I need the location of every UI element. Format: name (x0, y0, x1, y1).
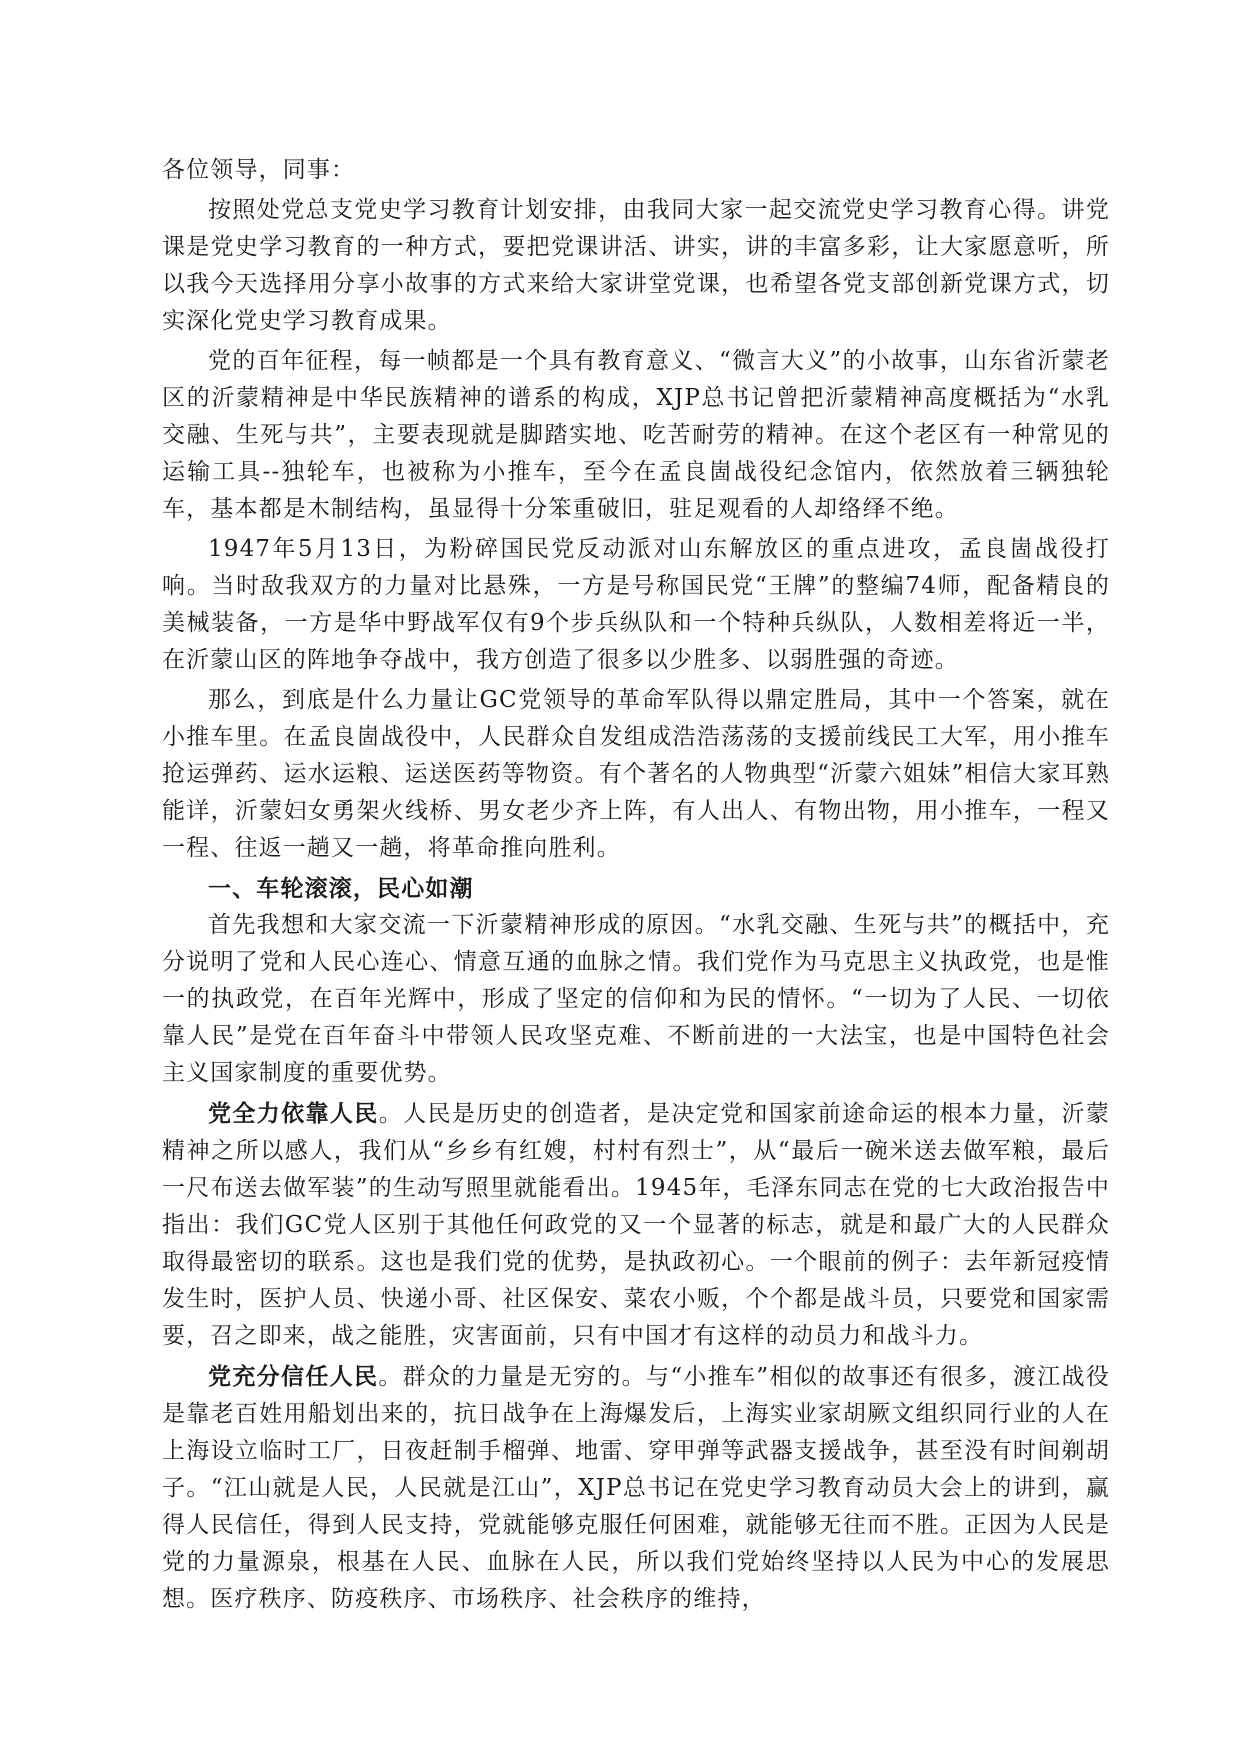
paragraph-yimeng-spirit: 党的百年征程，每一帧都是一个具有教育意义、“微言大义”的小故事，山东省沂蒙老区的沂蒙精神是中华民族精神的谱系的构成，XJP总书记曾把沂蒙精神高度概括为“水乳交融、生死与共”，主要表现就是脚踏实地、吃苦耐劳的精神。在这个老区有一种常见的运输工具--独轮车，也被称为小推车，至今在孟良崮战役纪念馆内，依然放着三辆独轮车，基本都是木制结构，虽显得十分笨重破旧，驻足观看的人却络绎不绝。 (162, 348, 1110, 522)
paragraph-body-trust: 。群众的力量是无穷的。与“小推车”相似的故事还有很多，渡江战役是靠老百姓用船划出来的，抗日战争在上海爆发后，上海实业家胡厥文组织同行业的人在上海设立临时工厂，日夜赶制手榴弹、地雷、穿甲弹等武器支援战争，甚至没有时间剃胡子。“江山就是人民，人民就是江山”，XJP总书记在党史学习教育动员大会上的讲到，赢得人民信任，得到人民支持，党就能够克服任何困难，就能够无往而不胜。正因为人民是党的力量源泉，根基在人民、血脉在人民，所以我们党始终坚持以人民为中心的发展思想。医疗秩序、防疫秩序、市场秩序、社会秩序的维持， (162, 1364, 1110, 1612)
paragraph-rely-on-people (162, 1095, 1110, 1355)
section-heading: 一、车轮滚滚，民心如潮 (208, 875, 474, 902)
document-page (162, 152, 1110, 1621)
paragraph-intro: 按照处党总支党史学习教育计划安排，由我同大家一起交流党史学习教育心得。讲党课是党史学习教育的一种方式，要把党课讲活、讲实，讲的丰富多彩，让大家愿意听，所以我今天选择用分享小故事的方式来给大家讲堂党课，也希望各党支部创新党课方式，切实深化党史学习教育成果。 (162, 197, 1110, 334)
paragraph-reasons: 首先我想和大家交流一下沂蒙精神形成的原因。“水乳交融、生死与共”的概括中，充分说明了党和人民心连心、情意互通的血脉之情。我们党作为马克思主义执政党，也是惟一的执政党，在百年光辉中，形成了坚定的信仰和为民的情怀。“一切为了人民、一切依靠人民”是党在百年奋斗中带领人民攻坚克难、不断前进的一大法宝，也是中国特色社会主义国家制度的重要优势。 (162, 912, 1110, 1086)
paragraph-trust-people (162, 1358, 1110, 1618)
paragraph-wheelbarrow-answer: 那么，到底是什么力量让GC党领导的革命军队得以鼎定胜局，其中一个答案，就在小推车里。在孟良崮战役中，人民群众自发组成浩浩荡荡的支援前线民工大军，用小推车抢运弹药、运水运粮、运送医药等物资。有个著名的人物典型“沂蒙六姐妹”相信大家耳熟能详，沂蒙妇女勇架火线桥、男女老少齐上阵，有人出人、有物出物，用小推车，一程又一程、往返一趟又一趟，将革命推向胜利。 (162, 687, 1110, 861)
paragraph-lead-rely: 党全力依靠人民 (208, 1100, 379, 1127)
paragraph-lead-trust: 党充分信任人民 (208, 1363, 379, 1390)
paragraph-body-rely: 。人民是历史的创造者，是决定党和国家前途命运的根本力量，沂蒙精神之所以感人，我们从“乡乡有红嫂，村村有烈士”，从“最后一碗米送去做军粮，最后一尺布送去做军装”的生动写照里就能看出。1945年，毛泽东同志在党的七大政治报告中指出：我们GC党人区别于其他任何政党的又一个显著的标志，就是和最广大的人民群众取得最密切的联系。这也是我们党的优势，是执政初心。一个眼前的例子：去年新冠疫情发生时，医护人员、快递小哥、社区保安、菜农小贩，个个都是战斗员，只要党和国家需要，召之即来，战之能胜，灾害面前，只有中国才有这样的动员力和战斗力。 (162, 1101, 1110, 1349)
salutation: 各位领导，同事： (162, 157, 356, 183)
paragraph-menglianggu-battle: 1947年5月13日，为粉碎国民党反动派对山东解放区的重点进攻，孟良崮战役打响。当时敌我双方的力量对比悬殊，一方是号称国民党“王牌”的整编74师，配备精良的美械装备，一方是华中野战军仅有9个步兵纵队和一个特种兵纵队，人数相差将近一半，在沂蒙山区的阵地争夺战中，我方创造了很多以少胜多、以弱胜强的奇迹。 (162, 536, 1110, 673)
